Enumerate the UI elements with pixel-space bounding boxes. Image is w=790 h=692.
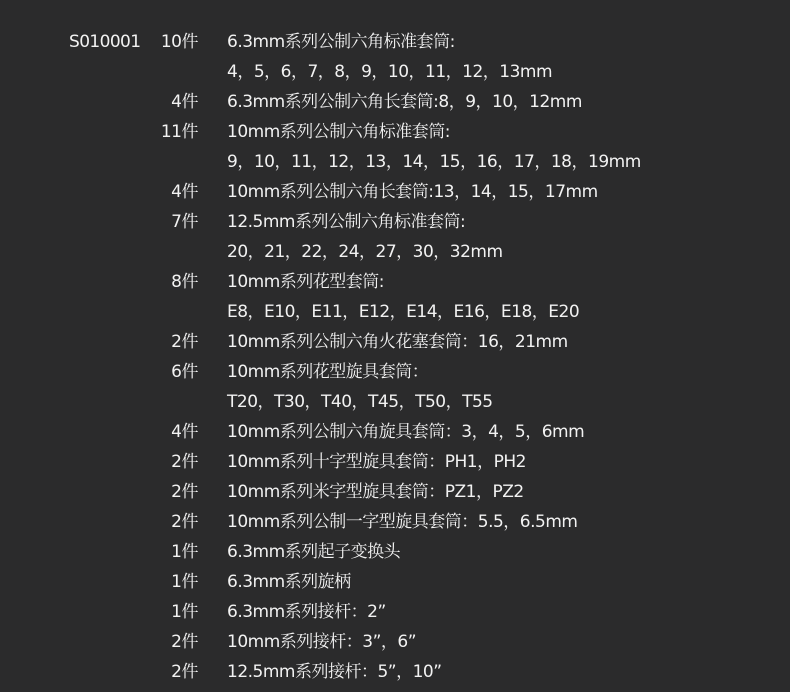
item-quantity: 2件 [171, 332, 198, 352]
list-item [0, 32, 790, 92]
list-item [0, 512, 790, 542]
list-item [0, 92, 790, 122]
item-description [227, 542, 790, 572]
item-description [227, 92, 790, 122]
item-description-line: 12.5mm系列接杆：5”，10” [227, 662, 442, 682]
item-description [227, 122, 790, 182]
list-item [0, 122, 790, 182]
item-quantity: 4件 [171, 422, 198, 442]
item-quantity: 6件 [171, 362, 198, 382]
item-description-line: 6.3mm系列公制六角长套筒:8，9，10，12mm [227, 92, 582, 112]
list-item [0, 482, 790, 512]
item-description [227, 482, 790, 512]
item-quantity: 11件 [160, 122, 198, 142]
item-quantity: 4件 [171, 92, 198, 112]
list-item [0, 182, 790, 212]
item-description-line: 10mm系列公制六角旋具套筒：3，4，5，6mm [227, 422, 585, 442]
item-description-line: 10mm系列公制六角标准套筒: [227, 122, 450, 142]
list-item [0, 602, 790, 632]
item-description-line: 12.5mm系列公制六角标准套筒: [227, 212, 466, 232]
item-description-line: 10mm系列花型旋具套筒： [227, 362, 429, 382]
item-description [227, 212, 790, 272]
item-quantity: 2件 [171, 452, 198, 472]
item-description-line: 10mm系列公制一字型旋具套筒：5.5，6.5mm [227, 512, 578, 532]
item-description [227, 662, 790, 692]
item-description [227, 602, 790, 632]
item-description-line: 6.3mm系列起子变换头 [227, 542, 401, 562]
list-item [0, 332, 790, 362]
item-quantity: 2件 [171, 662, 198, 682]
item-description-line: 9，10，11，12，13，14，15，16，17，18，19mm [227, 152, 641, 172]
item-quantity: 2件 [171, 482, 198, 502]
item-description-line: 6.3mm系列接杆：2” [227, 602, 386, 622]
item-description [227, 272, 790, 332]
item-quantity: 1件 [171, 572, 198, 592]
item-description-line: E8，E10，E11，E12，E14，E16，E18，E20 [227, 302, 580, 322]
item-quantity: 10件 [160, 32, 198, 52]
item-quantity: 8件 [171, 272, 198, 292]
item-quantity: 2件 [171, 632, 198, 652]
item-description-line: 4，5，6，7，8，9，10，11，12，13mm [227, 62, 553, 82]
item-description [227, 632, 790, 662]
item-description-line: 10mm系列公制六角火花塞套筒：16，21mm [227, 332, 568, 352]
parts-list [0, 32, 790, 692]
list-item [0, 212, 790, 272]
item-quantity: 1件 [171, 602, 198, 622]
item-description-line: 10mm系列接杆：3”，6” [227, 632, 416, 652]
product-code: S010001 [69, 32, 141, 52]
item-quantity: 2件 [171, 512, 198, 532]
item-description [227, 182, 790, 212]
item-quantity: 7件 [171, 212, 198, 232]
item-description-line: 6.3mm系列公制六角标准套筒: [227, 32, 455, 52]
item-description-line: 10mm系列米字型旋具套筒：PZ1，PZ2 [227, 482, 524, 502]
item-description [227, 332, 790, 362]
item-description [227, 572, 790, 602]
list-item [0, 542, 790, 572]
item-description [227, 452, 790, 482]
item-description [227, 422, 790, 452]
item-description-line: 10mm系列公制六角长套筒:13，14，15，17mm [227, 182, 598, 202]
item-quantity: 1件 [171, 542, 198, 562]
item-description-line: 6.3mm系列旋柄 [227, 572, 351, 592]
list-item [0, 572, 790, 602]
list-item [0, 362, 790, 422]
item-description-line: 10mm系列花型套筒: [227, 272, 384, 292]
item-description-line: 10mm系列十字型旋具套筒：PH1，PH2 [227, 452, 526, 472]
item-description [227, 512, 790, 542]
item-quantity: 4件 [171, 182, 198, 202]
list-item [0, 662, 790, 692]
list-item [0, 452, 790, 482]
item-description [227, 32, 790, 92]
item-description [227, 362, 790, 422]
list-item [0, 272, 790, 332]
item-description-line: 20，21，22，24，27，30，32mm [227, 242, 503, 262]
list-item [0, 422, 790, 452]
list-item [0, 632, 790, 662]
item-description-line: T20，T30，T40，T45，T50，T55 [227, 392, 493, 412]
